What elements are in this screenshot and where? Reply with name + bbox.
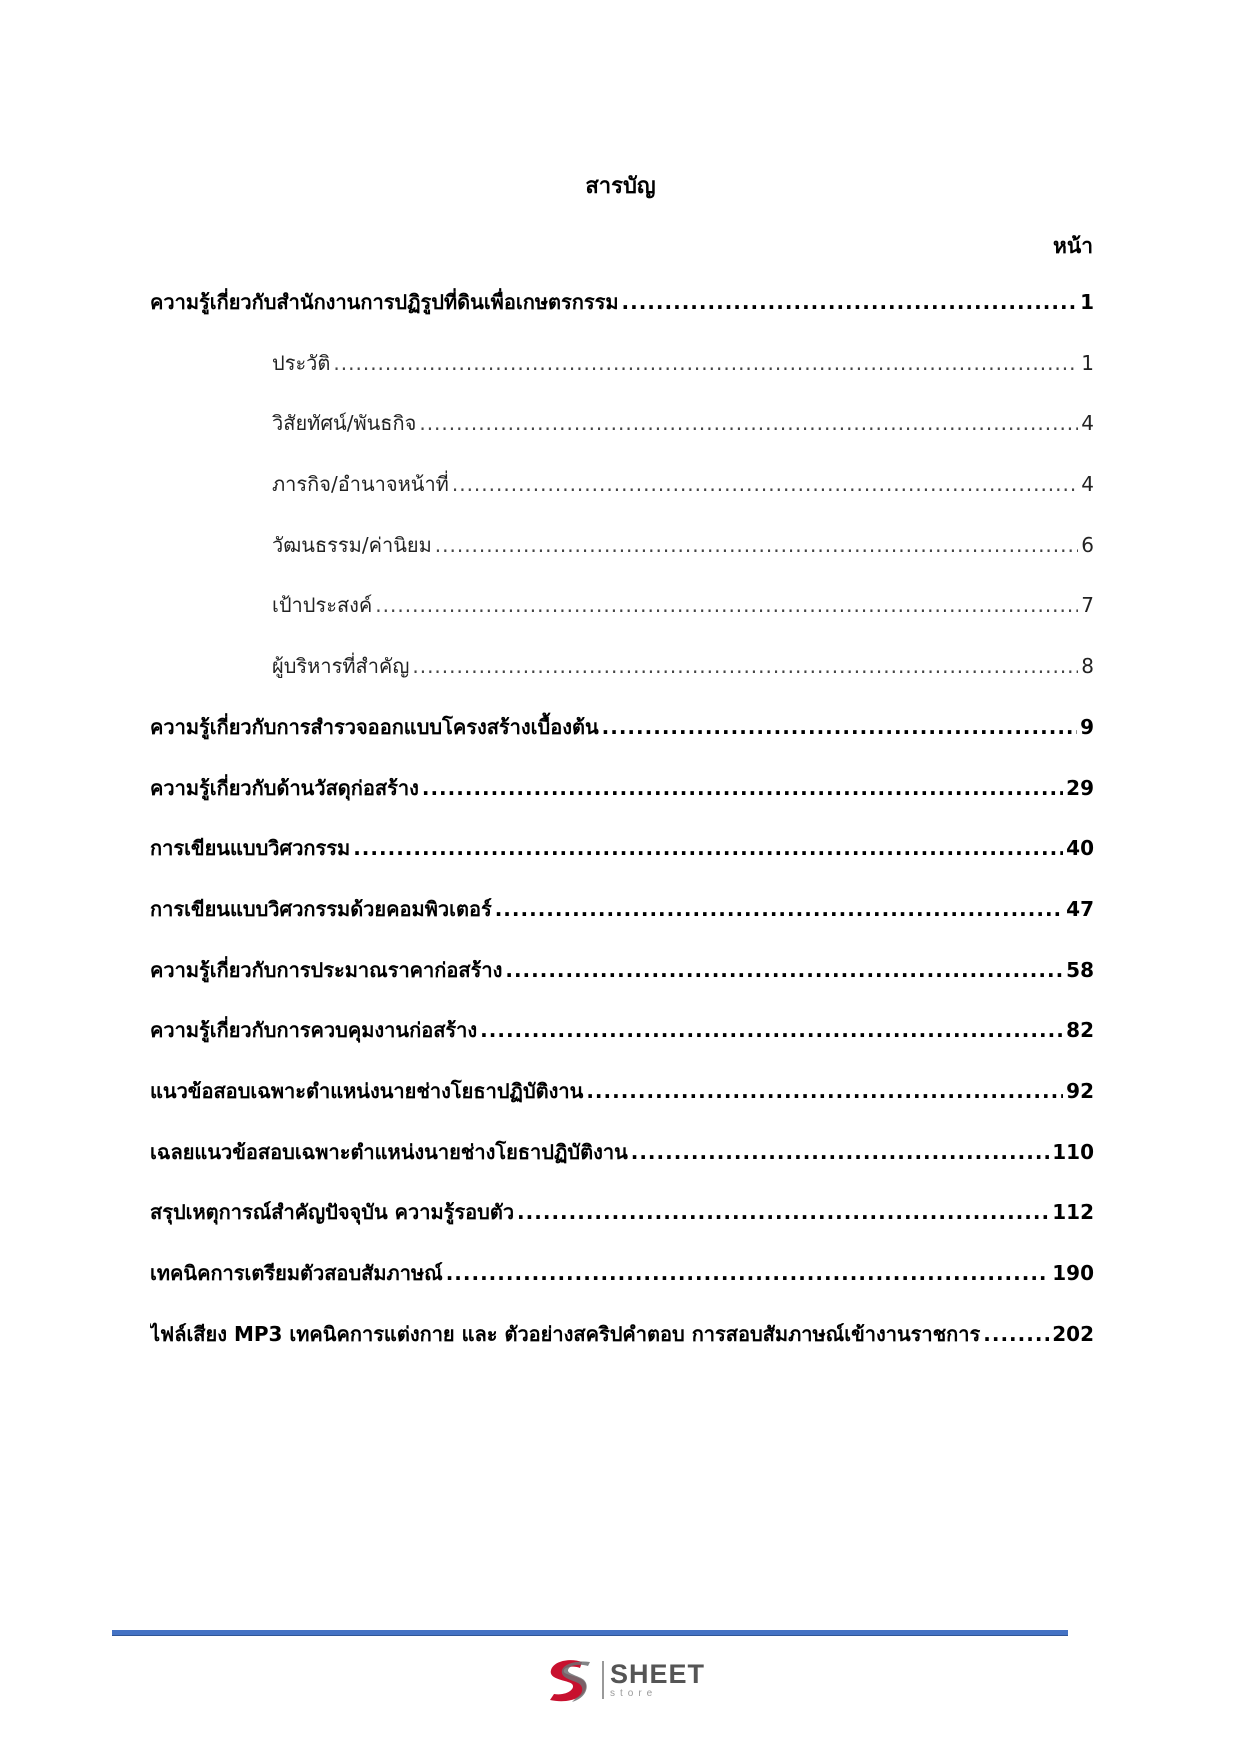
toc-entry-page: 112 <box>1052 1200 1094 1225</box>
toc-dot-leader <box>446 1261 1050 1285</box>
toc-entry-label: ความรู้เกี่ยวกับการควบคุมงานก่อสร้าง <box>150 1018 478 1043</box>
toc-entry-label: เป้าประสงค์ <box>272 593 373 618</box>
toc-entry-page: 6 <box>1081 532 1094 557</box>
toc-dot-leader <box>622 290 1078 314</box>
toc-entry <box>150 1075 1094 1136</box>
toc-dot-leader <box>602 715 1077 739</box>
toc-entry-page: 4 <box>1081 472 1094 497</box>
toc-entry-label: การเขียนแบบวิศวกรรม <box>150 836 351 861</box>
toc-entry-page: 110 <box>1052 1139 1094 1164</box>
toc-entry <box>150 954 1094 1015</box>
toc-entry-page: 9 <box>1080 714 1094 739</box>
toc-entry-label: วิสัยทัศน์/พันธกิจ <box>272 411 417 436</box>
toc-entry-page: 8 <box>1081 654 1094 679</box>
toc-entry <box>150 589 1094 650</box>
toc-dot-leader <box>422 776 1063 800</box>
toc-entry <box>150 772 1094 833</box>
toc-entry-label: วัฒนธรรม/ค่านิยม <box>272 532 432 557</box>
toc-entry <box>150 407 1094 468</box>
toc-entry <box>150 286 1094 347</box>
toc-dot-leader <box>412 654 1078 678</box>
logo-brand-main: SHEET <box>610 1659 706 1689</box>
toc-dot-leader <box>586 1079 1063 1103</box>
toc-entry-page: 1 <box>1081 350 1094 375</box>
toc-entry <box>150 1318 1094 1379</box>
toc-dot-leader <box>983 1322 1049 1346</box>
toc-dot-leader <box>353 836 1063 860</box>
footer-divider <box>112 1630 1068 1636</box>
toc-entry <box>150 1257 1094 1318</box>
footer-logo <box>542 1655 705 1705</box>
toc-entry-page: 202 <box>1052 1321 1094 1346</box>
toc-dot-leader <box>452 472 1078 496</box>
toc-entry-page: 7 <box>1081 593 1094 618</box>
toc-entry <box>150 711 1094 772</box>
logo-wordmark <box>610 1661 705 1699</box>
toc-entry-page: 92 <box>1066 1078 1094 1103</box>
toc-dot-leader <box>480 1018 1063 1042</box>
toc-entry-label: เฉลยแนวข้อสอบเฉพาะตำแหน่งนายช่างโยธาปฏิบัติงาน <box>150 1139 628 1164</box>
toc-entry-page: 58 <box>1066 957 1094 982</box>
toc-entry-label: แนวข้อสอบเฉพาะตำแหน่งนายช่างโยธาปฏิบัติงาน <box>150 1078 584 1103</box>
toc-dot-leader <box>631 1140 1050 1164</box>
toc-entry-label: สรุปเหตุการณ์สำคัญปัจจุบัน ความรู้รอบตัว <box>150 1200 515 1225</box>
toc-dot-leader <box>435 533 1079 557</box>
toc-entry-label: ความรู้เกี่ยวกับสำนักงานการปฏิรูปที่ดินเพื่อเกษตรกรรม <box>150 290 619 314</box>
toc-entry <box>150 529 1094 590</box>
toc-entry-label: ประวัติ <box>272 350 331 375</box>
toc-entry-label: ภารกิจ/อำนาจหน้าที่ <box>272 472 449 497</box>
sheet-store-s-icon <box>542 1656 594 1704</box>
toc-entry-page: 40 <box>1066 836 1094 861</box>
toc-dot-leader <box>333 351 1078 375</box>
toc-entry-page: 190 <box>1052 1261 1094 1285</box>
toc-entry-page: 47 <box>1066 896 1094 921</box>
toc-dot-leader <box>495 897 1063 921</box>
toc-dot-leader <box>517 1200 1049 1224</box>
toc-entry <box>150 468 1094 529</box>
toc-entry-page: 4 <box>1081 411 1094 436</box>
toc-entry <box>150 1196 1094 1257</box>
toc-entry-label: ความรู้เกี่ยวกับการสำรวจออกแบบโครงสร้างเบื้องต้น <box>150 714 599 739</box>
toc-entry-label: เทคนิคการเตรียมตัวสอบสัมภาษณ์ <box>150 1261 443 1285</box>
toc-entry-label: ไฟล์เสียง MP3 เทคนิคการแต่งกาย และ ตัวอย่างสคริปคำตอบ การสอบสัมภาษณ์เข้างานราชการ <box>150 1321 981 1346</box>
page-title: สารบัญ <box>585 174 656 199</box>
toc-entry <box>150 650 1094 711</box>
toc-entry-label: การเขียนแบบวิศวกรรมด้วยคอมพิวเตอร์ <box>150 896 492 921</box>
toc-entry-label: ผู้บริหารที่สำคัญ <box>272 654 410 679</box>
toc-entry <box>150 1136 1094 1197</box>
toc-dot-leader <box>419 411 1078 435</box>
toc-entry-label: ความรู้เกี่ยวกับด้านวัสดุก่อสร้าง <box>150 775 419 800</box>
toc-entry <box>150 1014 1094 1075</box>
toc-dot-leader <box>375 593 1078 617</box>
toc-entry <box>150 347 1094 408</box>
logo-brand-sub: store <box>610 1688 658 1699</box>
toc-entry-page: 82 <box>1066 1018 1094 1043</box>
toc-entry-label: ความรู้เกี่ยวกับการประมาณราคาก่อสร้าง <box>150 957 503 982</box>
toc-dot-leader <box>505 958 1063 982</box>
toc-entry-page: 1 <box>1080 290 1094 314</box>
toc-entry-page: 29 <box>1066 775 1094 800</box>
toc-entry <box>150 893 1094 954</box>
page-column-header: หน้า <box>1053 234 1093 258</box>
toc-entry <box>150 832 1094 893</box>
table-of-contents <box>150 286 1094 1378</box>
logo-separator <box>602 1661 604 1699</box>
